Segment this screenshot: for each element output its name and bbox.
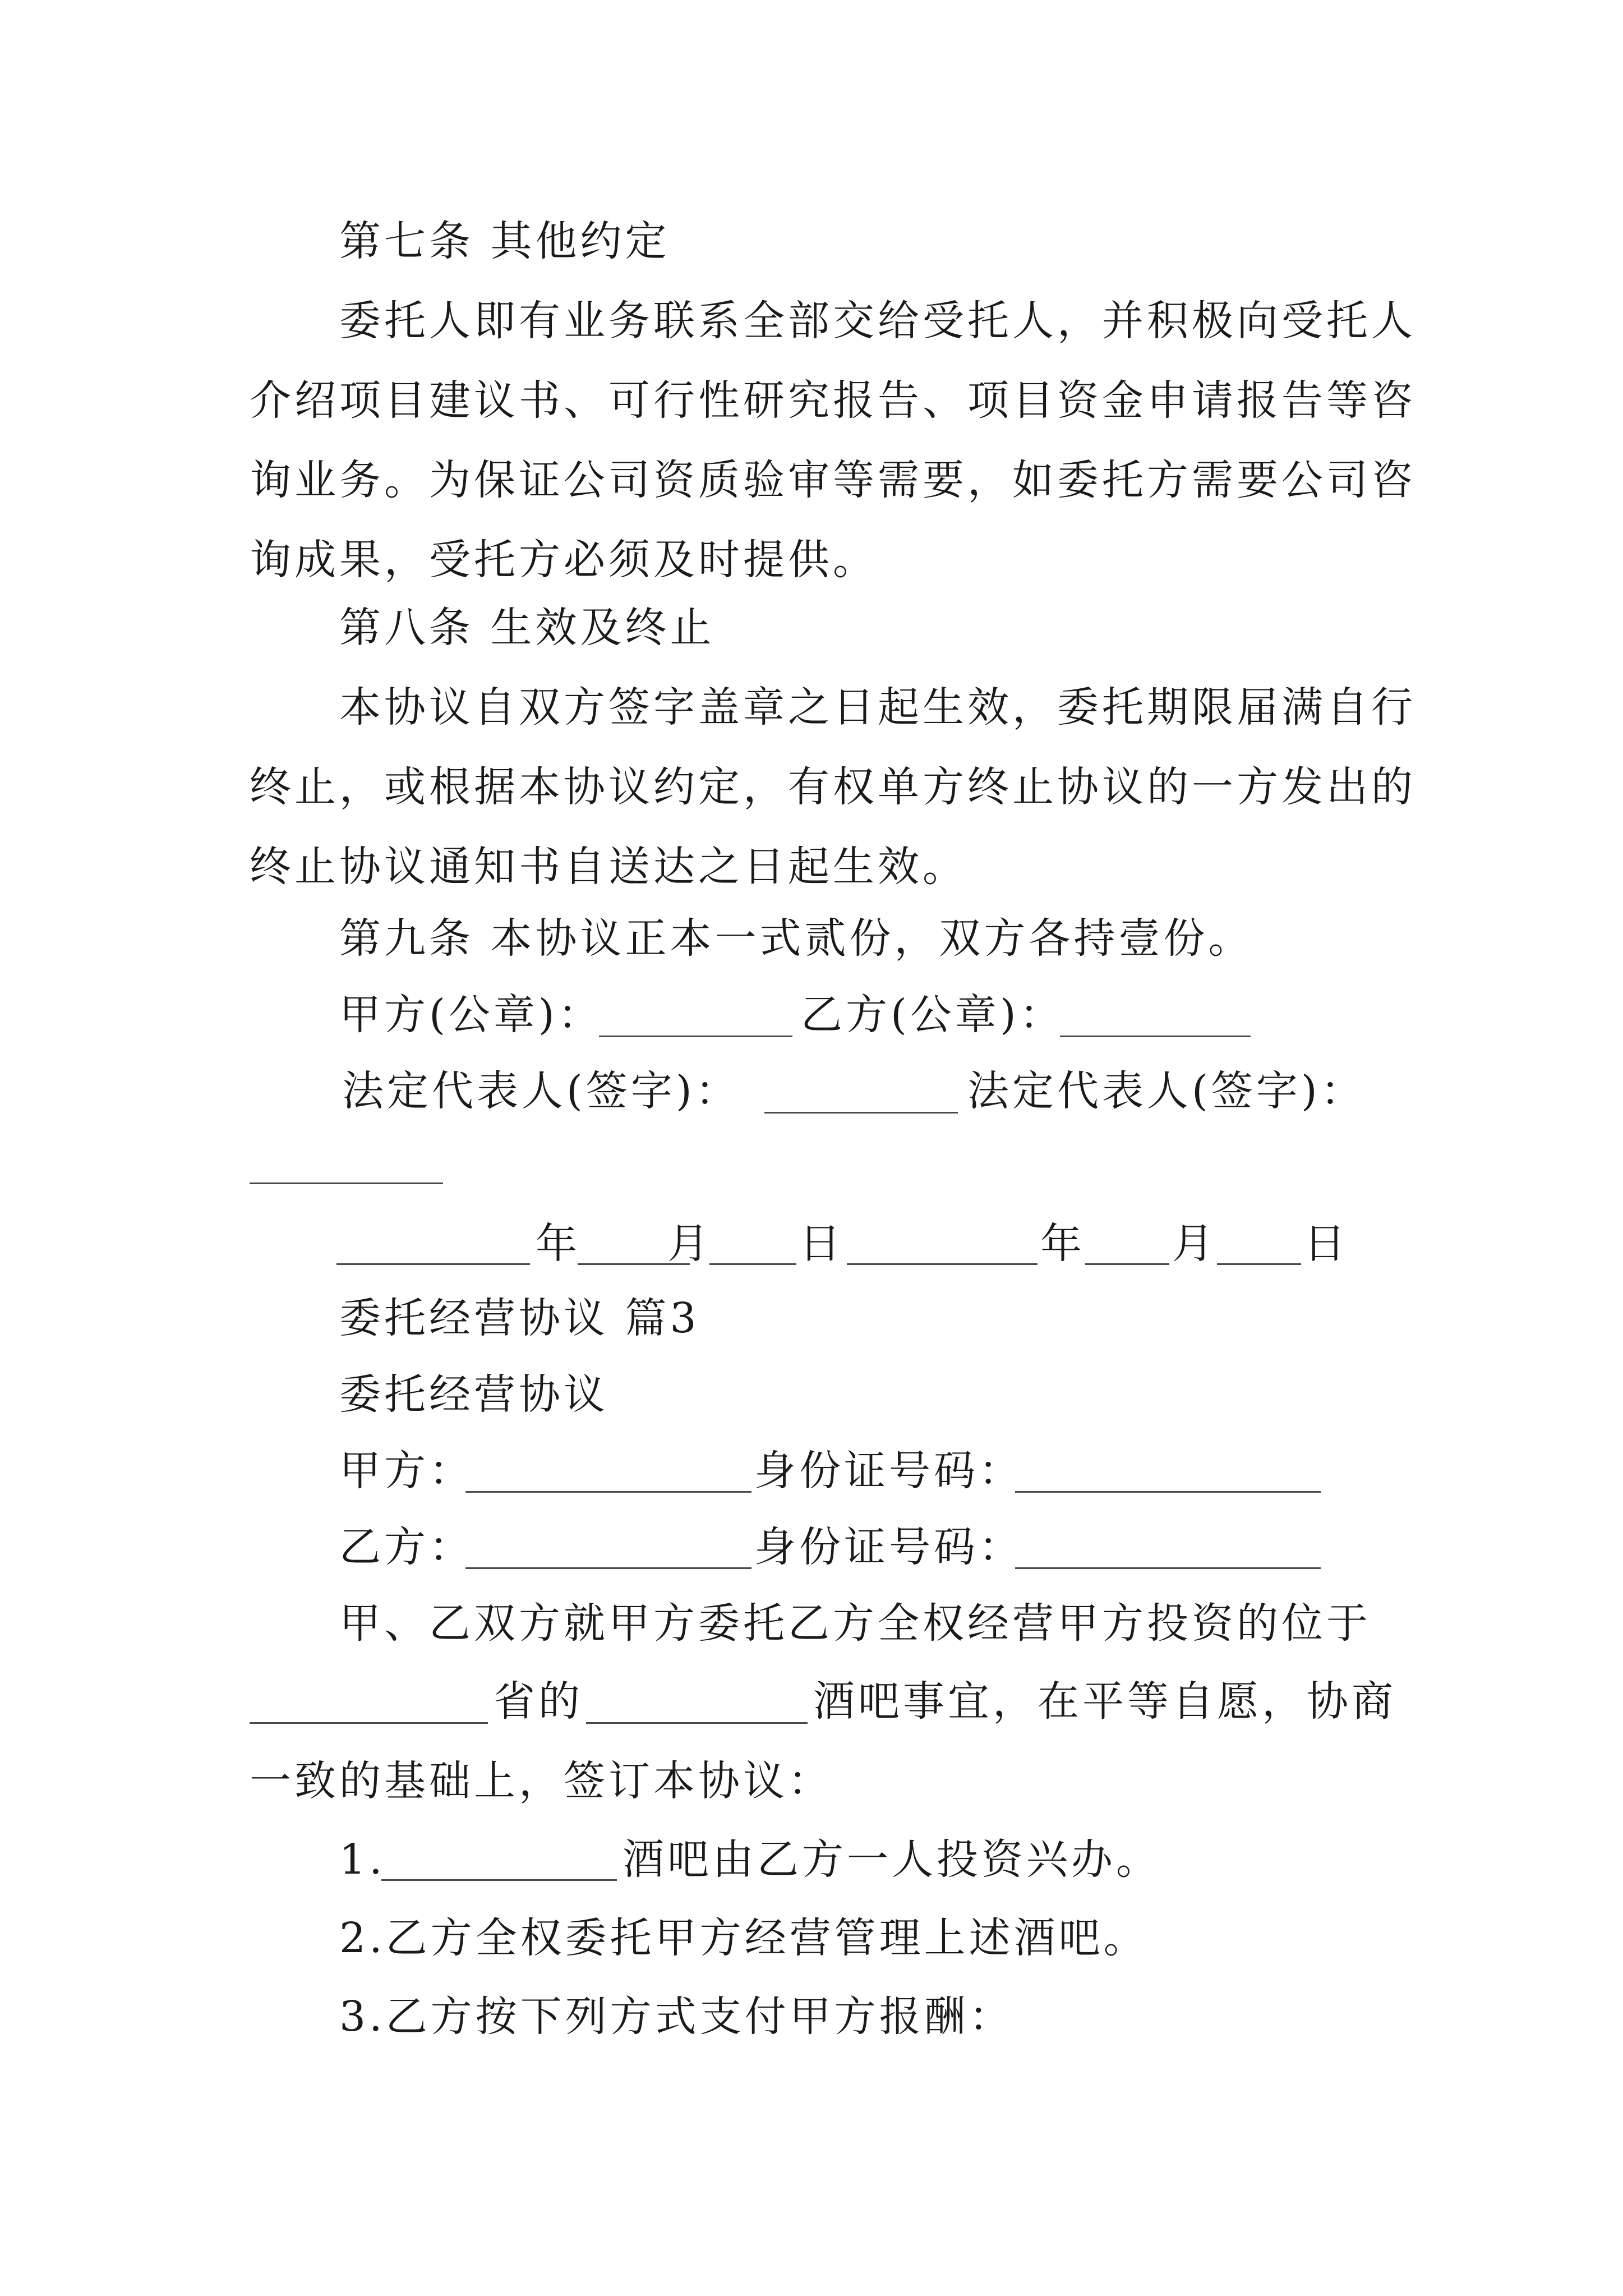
party-a-id-blank	[1015, 1491, 1321, 1493]
party-a-seal-blank	[599, 1036, 792, 1037]
article-8-heading: 第八条 生效及终止	[339, 604, 715, 652]
section-3-subtitle: 委托经营协议	[339, 1370, 608, 1419]
party-b-label: 乙方：	[339, 1523, 474, 1571]
article-8-line: 本协议自双方签字盖章之日起生效，委托期限届满自行	[339, 683, 1416, 731]
date-b-month-blank	[1085, 1263, 1169, 1265]
bar-name-blank	[586, 1722, 808, 1724]
party-b-id-label: 身份证号码：	[754, 1523, 1023, 1571]
date-a-day-label: 日	[799, 1220, 844, 1268]
article-8-line: 终止，或根据本协议约定，有权单方终止协议的一方发出的	[250, 763, 1416, 811]
article-7-line: 介绍项目建议书、可行性研究报告、项目资金申请报告等咨	[250, 376, 1416, 425]
party-a-id-label: 身份证号码：	[754, 1447, 1023, 1495]
intro-line: 一致的基础上，签订本协议：	[250, 1757, 833, 1805]
party-b-seal-label: 乙方(公章)：	[801, 991, 1064, 1039]
article-7-line: 询成果，受托方必须及时提供。	[250, 536, 878, 584]
date-a-day-blank	[709, 1263, 796, 1265]
rep-a-label: 法定代表人(签字)：	[342, 1067, 740, 1115]
article-7-line: 询业务。为保证公司资质验审等需要，如委托方需要公司咨	[250, 456, 1416, 504]
date-b-year-label: 年	[1040, 1220, 1085, 1268]
item-1-text: 酒吧由乙方一人投资兴办。	[623, 1835, 1161, 1884]
date-b-year-blank	[847, 1263, 1038, 1265]
date-a-year-label: 年	[536, 1220, 580, 1268]
item-2: 2.乙方全权委托甲方经营管理上述酒吧。	[339, 1914, 1149, 1962]
party-a-label: 甲方：	[339, 1447, 474, 1495]
section-3-title: 委托经营协议 篇3	[339, 1294, 700, 1342]
item-1-bar-blank	[381, 1879, 617, 1881]
date-a-year-blank	[336, 1263, 530, 1265]
intro-line: 甲、乙双方就甲方委托乙方全权经营甲方投资的位于	[339, 1599, 1371, 1648]
province-label: 省的	[494, 1677, 583, 1726]
party-a-name-blank	[465, 1491, 751, 1493]
date-b-day-blank	[1217, 1263, 1301, 1265]
article-9: 第九条 本协议正本一式贰份，双方各持壹份。	[339, 914, 1253, 963]
rep-b-blank	[250, 1182, 443, 1184]
intro-line: 酒吧事宜，在平等自愿，协商	[813, 1677, 1396, 1726]
party-b-name-blank	[465, 1567, 751, 1569]
party-b-id-blank	[1015, 1567, 1321, 1569]
date-a-month-label: 月	[667, 1220, 712, 1268]
article-8-line: 终止协议通知书自送达之日起生效。	[250, 843, 967, 891]
item-3: 3.乙方按下列方式支付甲方报酬：	[339, 1993, 1014, 2041]
date-b-month-label: 月	[1172, 1220, 1217, 1268]
rep-a-blank	[764, 1112, 958, 1114]
rep-b-label: 法定代表人(签字)：	[967, 1067, 1366, 1115]
date-b-day-label: 日	[1304, 1220, 1349, 1268]
article-7-line: 委托人即有业务联系全部交给受托人，并积极向受托人	[339, 297, 1416, 345]
location-blank	[250, 1722, 488, 1724]
article-7-heading: 第七条 其他约定	[339, 217, 670, 265]
party-b-seal-blank	[1060, 1036, 1251, 1037]
party-a-seal-label: 甲方(公章)：	[339, 991, 603, 1039]
item-1-number: 1.	[339, 1835, 386, 1884]
